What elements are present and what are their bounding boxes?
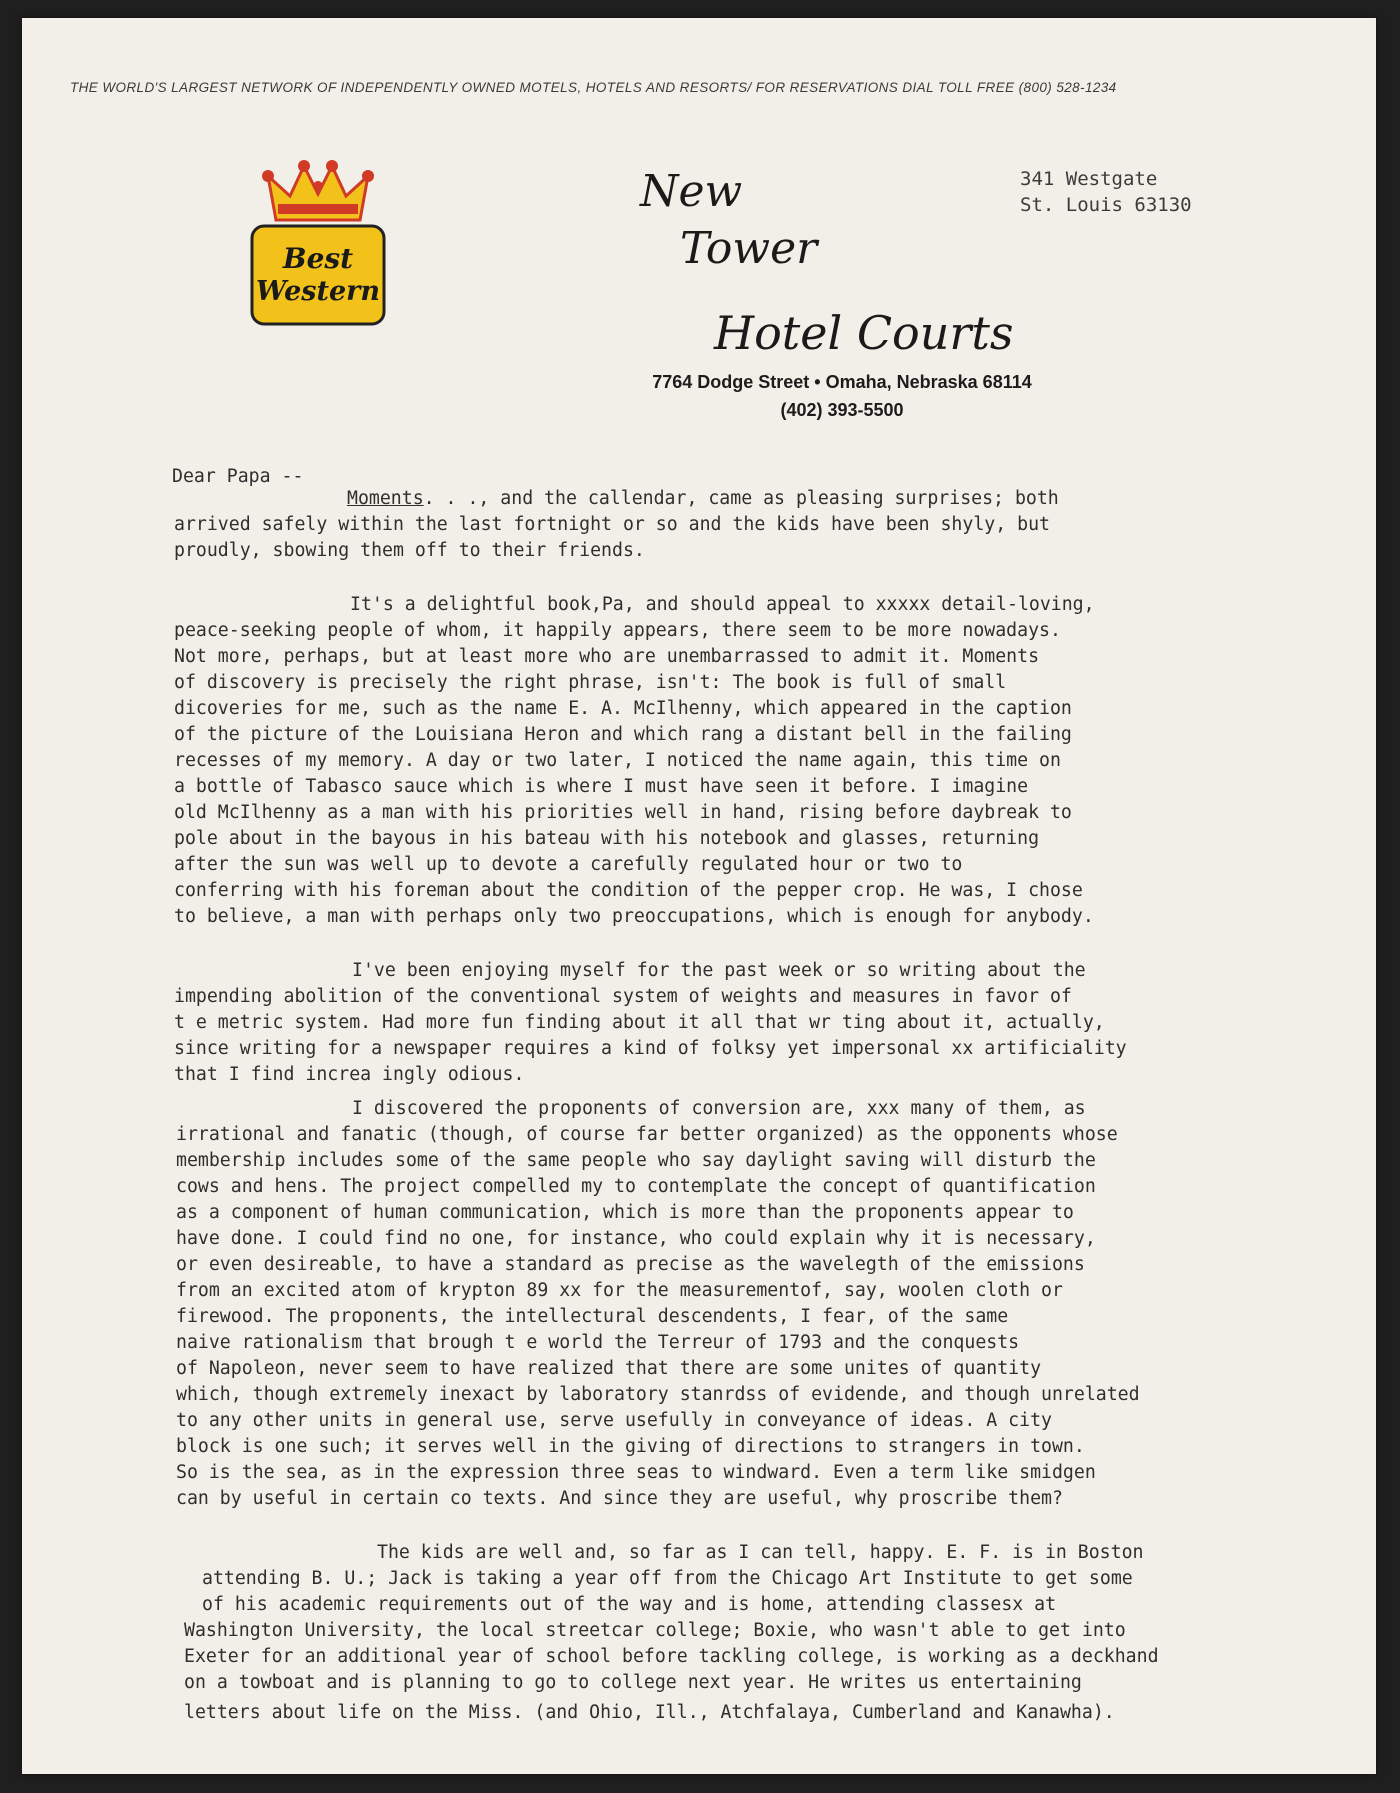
line-text: . . ., and the callendar, came as pleasing surprises; both <box>423 488 1059 509</box>
letter-line: on a towboat and is planning to go to college next year. He writes us entertaining <box>184 1672 1082 1693</box>
letter-line: membership includes some of the same people who say daylight saving will disturb the <box>176 1150 1096 1171</box>
letter-line: It's a delightful book,Pa, and should appeal to xxxxx detail-loving, <box>350 594 1095 615</box>
letter-line: to believe, a man with perhaps only two preoccupations, which is enough for anybody. <box>174 906 1094 927</box>
letter-line: a bottle of Tabasco sauce which is where I must have seen it before. I imagine <box>174 776 1029 797</box>
letter-line: naive rationalism that brough t e world the Terreur of 1793 and the conquests <box>176 1332 1020 1353</box>
letter-line: as a component of human communication, which is more than the proponents appear to <box>176 1202 1074 1223</box>
logo-text-best: Best <box>282 242 354 275</box>
return-address-line1: 341 Westgate <box>1020 168 1158 190</box>
letter-line: since writing for a newspaper requires a kind of folksy yet impersonal xx artificiality <box>174 1038 1127 1059</box>
letter-line: attending B. U.; Jack is taking a year off from the Chicago Art Institute to get some <box>202 1568 1133 1589</box>
letter-line: after the sun was well up to devote a carefully regulated hour or two to <box>174 854 963 875</box>
return-address <box>1020 166 1192 218</box>
letter-line: irrational and fanatic (though, of course far better organized) as the opponents whose <box>176 1124 1118 1145</box>
return-address-line2: St. Louis 63130 <box>1020 194 1192 216</box>
letter-line: recesses of my memory. A day or two later, I noticed the name again, this time on <box>174 750 1061 771</box>
letter-line: of discovery is precisely the right phrase, isn't: The book is full of small <box>174 672 1007 693</box>
letter-line: that I find increa ingly odious. <box>174 1064 525 1085</box>
letter-line: The kids are well and, so far as I can tell, happy. E. F. is in Boston <box>377 1542 1144 1563</box>
letter-line: peace-seeking people of whom, it happily appears, there seem to be more nowadays. <box>174 620 1061 641</box>
letter-line: I discovered the proponents of conversion are, xxx many of them, as <box>352 1098 1086 1119</box>
hotel-address-block <box>612 368 1072 424</box>
letter-line: firewood. The proponents, the intellectural descendents, I fear, of the same <box>176 1306 1009 1327</box>
letter-line: have done. I could find no one, for instance, who could explain why it is necessary, <box>176 1228 1096 1249</box>
letter-line: of the picture of the Louisiana Heron and which rang a distant bell in the failing <box>174 724 1072 745</box>
letter-line: to any other units in general use, serve usefully in conveyance of ideas. A city <box>176 1410 1052 1431</box>
crown-icon <box>262 160 374 220</box>
letter-line: of Napoleon, never seem to have realized that there are some unites of quantity <box>176 1358 1042 1379</box>
letter-line: can by useful in certain co texts. And since they are useful, why proscribe them? <box>176 1488 1063 1509</box>
letter-line: which, though extremely inexact by laboratory stanrdss of evidende, and though unrelated <box>176 1384 1140 1405</box>
letter-line: from an excited atom of krypton 89 xx for the measurementof, say, woolen cloth or <box>176 1280 1063 1301</box>
letter-line <box>347 488 1059 509</box>
hotel-name-tower: Tower <box>680 223 818 274</box>
book-title: Moments <box>347 488 424 509</box>
letter-line: dicoveries for me, such as the name E. A. McIlhenny, which appeared in the caption <box>174 698 1072 719</box>
letter-line: conferring with his foreman about the condition of the pepper crop. He was, I chose <box>174 880 1083 901</box>
hotel-name-new: New <box>640 166 743 217</box>
letter-line: arrived safely within the last fortnight or so and the kids have been shyly, but <box>174 514 1050 535</box>
letter-line: proudly, sbowing them off to their friends. <box>174 540 645 561</box>
letter-line: I've been enjoying myself for the past week or so writing about the <box>352 960 1086 981</box>
letter-line: old McIlhenny as a man with his priorities well in hand, rising before daybreak to <box>174 802 1072 823</box>
hotel-phone: (402) 393-5500 <box>780 400 904 420</box>
letter-line: cows and hens. The project compelled my to contemplate the concept of quantification <box>176 1176 1096 1197</box>
letterhead-tagline: THE WORLD'S LARGEST NETWORK OF INDEPENDENTLY OWNED MOTELS, HOTELS AND RESORTS/ FOR RESERVATIONS DIAL TOLL FREE (800) 528-1234 <box>70 80 1117 95</box>
letter-line: So is the sea, as in the expression three seas to windward. Even a term like smidgen <box>176 1462 1096 1483</box>
logo-text-western: Western <box>255 276 381 307</box>
letter-line: letters about life on the Miss. (and Ohio, Ill., Atchfalaya, Cumberland and Kanawha). <box>184 1702 1115 1723</box>
salutation: Dear Papa -- <box>172 466 304 487</box>
letter-line: of his academic requirements out of the way and is home, attending classesx at <box>202 1594 1057 1615</box>
letter-sheet <box>22 18 1376 1774</box>
letter-line: or even desireable, to have a standard as precise as the wavelegth of the emissions <box>176 1254 1085 1275</box>
letter-line: impending abolition of the conventional system of weights and measures in favor of <box>174 986 1072 1007</box>
letter-line: pole about in the bayous in his bateau with his notebook and glasses, returning <box>174 828 1040 849</box>
letter-line: Exeter for an additional year of school before tackling college, is working as a deckhand <box>184 1646 1159 1667</box>
best-western-logo <box>248 158 388 328</box>
hotel-street-address: 7764 Dodge Street • Omaha, Nebraska 68114 <box>652 372 1032 392</box>
letter-line: block is one such; it serves well in the giving of directions to strangers in town. <box>176 1436 1085 1457</box>
hotel-name-courts: Hotel Courts <box>714 306 1014 360</box>
letter-line: t e metric system. Had more fun finding about it all that wr ting about it, actually, <box>174 1012 1105 1033</box>
letter-line: Not more, perhaps, but at least more who are unembarrassed to admit it. Moments <box>174 646 1040 667</box>
letter-line: Washington University, the local streetcar college; Boxie, who wasn't able to get into <box>184 1620 1126 1641</box>
